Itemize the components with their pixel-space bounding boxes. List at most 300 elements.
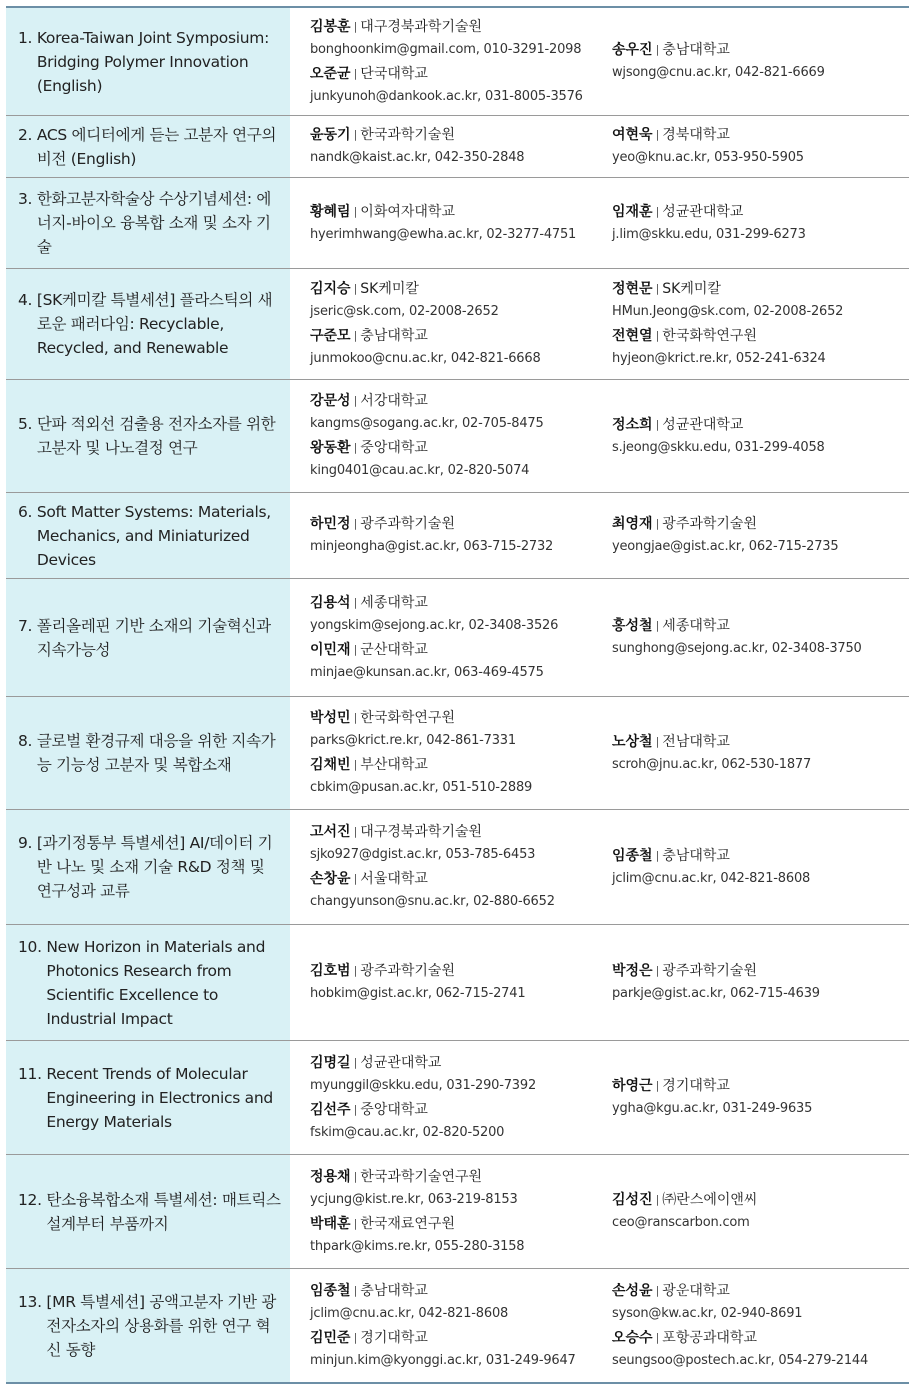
session-number: 9. — [18, 834, 37, 852]
session-row — [6, 1155, 909, 1269]
organizer — [612, 1075, 909, 1120]
organizer — [612, 1327, 909, 1372]
session-title: Recent Trends of Molecular Engineering in Electronics and Energy Materials — [46, 1064, 273, 1131]
session-title-cell — [6, 1155, 290, 1268]
organizer-affiliation: 경기대학교 — [360, 1329, 428, 1346]
organizer — [310, 821, 612, 866]
organizer-affiliation: 성균관대학교 — [662, 203, 744, 220]
organizer — [310, 1166, 612, 1211]
organizer-affiliation: 한국재료연구원 — [360, 1215, 455, 1232]
organizers-cell — [290, 697, 909, 809]
organizer-name-line — [612, 1280, 909, 1303]
organizer-name: 정현문 — [612, 281, 653, 297]
session-row — [6, 380, 909, 493]
organizer-contact: kangms@sogang.ac.kr, 02-705-8475 — [310, 416, 544, 431]
session-number: 3. — [18, 190, 37, 208]
organizer-name-line — [310, 1099, 612, 1122]
organizer — [310, 1327, 612, 1372]
organizer-name-line — [310, 754, 612, 777]
organizer-name: 김민준 — [310, 1329, 351, 1346]
separator: | — [655, 282, 660, 295]
organizer-contact: fskim@cau.ac.kr, 02-820-5200 — [310, 1124, 505, 1140]
organizer-contact: cbkim@pusan.ac.kr, 051-510-2889 — [310, 780, 533, 795]
organizer-name: 정용채 — [310, 1168, 351, 1185]
session-title-cell — [6, 1269, 290, 1382]
organizer-affiliation: 세종대학교 — [662, 618, 730, 634]
organizer-affiliation: 성균관대학교 — [662, 416, 744, 433]
organizer-affiliation: 한국과학기술원 — [360, 127, 455, 143]
organizer-name-line — [612, 513, 909, 536]
organizer-column-right — [612, 697, 909, 809]
organizer-column-right — [612, 579, 909, 696]
organizer-name: 김봉훈 — [310, 18, 351, 35]
session-title-cell — [6, 1041, 290, 1154]
organizer-name: 김성진 — [612, 1192, 653, 1208]
organizer-contact: hyerimhwang@ewha.ac.kr, 02-3277-4751 — [310, 226, 577, 242]
organizer — [310, 278, 612, 323]
separator: | — [353, 204, 358, 218]
organizer-name-line — [310, 1327, 612, 1350]
organizer-affiliation: 경북대학교 — [662, 127, 730, 143]
organizer-name-line — [612, 960, 909, 983]
organizer-affiliation: 단국대학교 — [360, 65, 428, 82]
organizers-cell — [290, 1041, 909, 1154]
organizers-cell — [290, 579, 909, 696]
organizer — [612, 325, 909, 370]
organizer-affiliation: 대구경북과학기술원 — [360, 18, 483, 35]
organizer — [612, 39, 909, 84]
organizer-column-right — [612, 1155, 909, 1268]
organizer-name: 윤동기 — [310, 127, 351, 143]
organizer — [612, 615, 909, 660]
session-number: 13. — [18, 1292, 47, 1311]
organizer — [310, 707, 612, 752]
separator: | — [353, 642, 358, 656]
organizer-affiliation: 한국과학기술연구원 — [360, 1168, 483, 1185]
organizer — [612, 845, 909, 890]
separator: | — [353, 758, 358, 771]
organizer-name: 송우진 — [612, 42, 653, 58]
organizer-name-line — [612, 39, 909, 62]
separator: | — [353, 1330, 358, 1344]
separator: | — [353, 825, 358, 838]
separator: | — [655, 619, 660, 632]
session-title-cell — [6, 380, 290, 492]
organizer — [310, 1213, 612, 1258]
session-number: 2. — [18, 125, 37, 144]
organizer-name-line — [310, 201, 612, 224]
session-title: 폴리올레핀 기반 소재의 기술혁신과 지속가능성 — [36, 616, 271, 659]
organizer — [310, 390, 612, 435]
organizer-name: 정소희 — [612, 416, 653, 433]
session-number: 4. — [18, 291, 37, 309]
organizer-name-line — [310, 325, 612, 348]
organizer-name: 임종철 — [612, 847, 653, 864]
session-row — [6, 1269, 909, 1384]
session-title-cell — [6, 493, 290, 578]
separator: | — [353, 19, 358, 33]
organizer-contact: yongskim@sejong.ac.kr, 02-3408-3526 — [310, 617, 559, 633]
organizers-cell — [290, 810, 909, 924]
organizer-affiliation: 서강대학교 — [360, 393, 428, 409]
organizer-contact: seungsoo@postech.ac.kr, 054-279-2144 — [612, 1352, 869, 1368]
organizer-name: 박성민 — [310, 710, 351, 726]
session-title: Korea-Taiwan Joint Symposium: Bridging Polymer Innovation (English) — [36, 28, 270, 95]
organizer — [310, 325, 612, 370]
organizer-name-line — [310, 1052, 612, 1075]
organizer-column-right — [612, 1041, 909, 1154]
organizer-contact: jclim@cnu.ac.kr, 042-821-8608 — [612, 870, 811, 886]
organizer-contact: j.lim@skku.edu, 031-299-6273 — [612, 226, 806, 242]
organizer-column-right — [612, 925, 909, 1040]
organizer — [310, 592, 612, 637]
organizer-name: 구준모 — [310, 328, 351, 344]
organizer-name: 이민재 — [310, 641, 351, 658]
organizer-name: 최영재 — [612, 516, 653, 532]
session-title-cell — [6, 810, 290, 924]
organizer — [310, 201, 612, 246]
session-number: 6. — [18, 502, 37, 521]
organizer — [612, 278, 909, 323]
organizer-name-line — [310, 16, 612, 39]
organizers-cell — [290, 269, 909, 379]
organizer-contact: parks@krict.re.kr, 042-861-7331 — [310, 733, 516, 748]
organizer-name: 여현욱 — [612, 127, 653, 143]
organizer-contact: nandk@kaist.ac.kr, 042-350-2848 — [310, 150, 525, 165]
session-title: Soft Matter Systems: Materials, Mechanics, and Miniaturized Devices — [36, 502, 271, 569]
organizer-name-line — [310, 592, 612, 615]
organizer-name-line — [612, 278, 909, 301]
organizer-column-right — [612, 8, 909, 115]
organizer-contact: wjsong@cnu.ac.kr, 042-821-6669 — [612, 65, 825, 80]
organizer-name: 왕동환 — [310, 440, 351, 456]
organizer-contact: hyjeon@krict.re.kr, 052-241-6324 — [612, 351, 826, 366]
session-number: 1. — [18, 28, 37, 47]
session-title: [SK케미칼 특별세션] 플라스틱의 새로운 패러다임: Recyclable, Recycled, and Renewable — [36, 291, 273, 357]
session-row — [6, 925, 909, 1041]
organizer-affiliation: 광운대학교 — [662, 1282, 730, 1299]
organizer-affiliation: 중앙대학교 — [360, 1101, 428, 1118]
organizer-name-line — [310, 960, 612, 983]
organizer-name: 오준균 — [310, 65, 351, 82]
organizer-name: 손성윤 — [612, 1282, 653, 1299]
organizer — [612, 513, 909, 558]
organizer-affiliation: 전남대학교 — [662, 733, 730, 750]
organizer-affiliation: 광주과학기술원 — [662, 963, 757, 979]
organizer-contact: minjeongha@gist.ac.kr, 063-715-2732 — [310, 539, 554, 554]
organizer-contact: minjun.kim@kyonggi.ac.kr, 031-249-9647 — [310, 1352, 576, 1368]
organizer-column-left — [310, 925, 612, 1040]
organizer-column-left — [310, 493, 612, 578]
organizer-name-line — [612, 1075, 909, 1098]
separator: | — [353, 872, 358, 885]
organizer-contact: junmokoo@cnu.ac.kr, 042-821-6668 — [310, 351, 541, 366]
organizer-column-right — [612, 178, 909, 268]
organizer — [310, 1280, 612, 1325]
separator: | — [353, 1102, 358, 1116]
session-row — [6, 269, 909, 380]
organizer-contact: myunggil@skku.edu, 031-290-7392 — [310, 1077, 537, 1093]
organizer-contact: changyunson@snu.ac.kr, 02-880-6652 — [310, 894, 555, 909]
organizer-name-line — [612, 1327, 909, 1350]
organizer-affiliation: 세종대학교 — [360, 594, 428, 611]
organizer-affiliation: SK케미칼 — [360, 281, 419, 297]
session-row — [6, 493, 909, 579]
organizer-name: 임재훈 — [612, 203, 653, 220]
organizer-name: 박정은 — [612, 963, 653, 979]
separator: | — [655, 848, 660, 862]
organizer — [310, 1099, 612, 1144]
separator: | — [353, 282, 358, 295]
session-title-cell — [6, 579, 290, 696]
separator: | — [353, 595, 358, 609]
organizer-contact: sjko927@dgist.ac.kr, 053-785-6453 — [310, 847, 536, 862]
organizer-column-left — [310, 810, 612, 924]
organizer-column-left — [310, 697, 612, 809]
session-number: 7. — [18, 616, 37, 635]
organizer-column-left — [310, 269, 612, 379]
organizer-column-left — [310, 1269, 612, 1382]
organizer — [612, 960, 909, 1005]
organizer-name: 박태훈 — [310, 1215, 351, 1232]
separator: | — [353, 1169, 358, 1183]
organizer-name: 하영근 — [612, 1078, 653, 1094]
organizer-name: 하민정 — [310, 516, 351, 532]
organizers-cell — [290, 1155, 909, 1268]
organizer-name: 강문성 — [310, 393, 351, 409]
separator: | — [353, 128, 358, 141]
organizer-name: 손창윤 — [310, 871, 351, 887]
organizer-affiliation: 광주과학기술원 — [662, 516, 757, 532]
organizer-name-line — [612, 325, 909, 348]
organizer-name-line — [612, 615, 909, 638]
organizer-contact: scroh@jnu.ac.kr, 062-530-1877 — [612, 756, 812, 772]
organizer-name-line — [310, 390, 612, 413]
organizer-name-line — [612, 414, 909, 437]
separator: | — [655, 204, 660, 218]
organizer-name-line — [612, 845, 909, 868]
organizer-contact: s.jeong@skku.edu, 031-299-4058 — [612, 439, 825, 455]
organizer-affiliation: 중앙대학교 — [360, 440, 428, 456]
organizer-contact: king0401@cau.ac.kr, 02-820-5074 — [310, 463, 530, 478]
organizer-column-right — [612, 810, 909, 924]
organizer-column-left — [310, 579, 612, 696]
organizer-name: 전현열 — [612, 328, 653, 344]
organizer-column-right — [612, 269, 909, 379]
session-title: [과기정통부 특별세션] AI/데이터 기반 나노 및 소재 기술 R&D 정책 및 연구성과 교류 — [36, 834, 273, 900]
separator: | — [655, 128, 660, 141]
organizer-contact: sunghong@sejong.ac.kr, 02-3408-3750 — [612, 641, 862, 656]
organizer-contact: syson@kw.ac.kr, 02-940-8691 — [612, 1305, 803, 1321]
separator: | — [353, 1283, 358, 1297]
organizer-name-line — [310, 707, 612, 730]
organizer-name-line — [310, 1280, 612, 1303]
organizer-name-line — [310, 1166, 612, 1189]
organizer — [310, 437, 612, 482]
session-title: 한화고분자학술상 수상기념세션: 에너지-바이오 융복합 소재 및 소자 기술 — [36, 190, 272, 256]
organizer — [310, 513, 612, 558]
session-number: 11. — [18, 1064, 47, 1083]
organizer-name-line — [612, 1189, 909, 1212]
organizer-name-line — [310, 513, 612, 536]
session-number: 8. — [18, 732, 37, 750]
separator: | — [353, 1216, 358, 1230]
organizer-contact: thpark@kims.re.kr, 055-280-3158 — [310, 1238, 525, 1254]
session-title-cell — [6, 8, 290, 115]
organizers-cell — [290, 493, 909, 578]
organizers-cell — [290, 1269, 909, 1382]
organizer-affiliation: 충남대학교 — [662, 42, 730, 58]
session-title-cell — [6, 269, 290, 379]
organizer-name: 홍성철 — [612, 618, 653, 634]
organizer-affiliation: 서울대학교 — [360, 871, 428, 887]
separator: | — [353, 711, 358, 724]
organizer-affiliation: ㈜란스에이앤씨 — [662, 1192, 758, 1208]
organizer — [612, 414, 909, 459]
organizer — [612, 201, 909, 246]
organizer-affiliation: 경기대학교 — [662, 1078, 730, 1094]
organizer-affiliation: 광주과학기술원 — [360, 963, 455, 979]
organizer-name: 김명길 — [310, 1054, 351, 1071]
session-title: 탄소융복합소재 특별세션: 매트릭스 설계부터 부품까지 — [46, 1190, 281, 1233]
separator: | — [353, 964, 358, 977]
separator: | — [353, 1055, 358, 1069]
organizer-name-line — [612, 124, 909, 147]
organizer-contact: ygha@kgu.ac.kr, 031-249-9635 — [612, 1101, 813, 1116]
organizers-cell — [290, 8, 909, 115]
organizer-affiliation: 충남대학교 — [360, 328, 428, 344]
organizer-affiliation: 성균관대학교 — [360, 1054, 442, 1071]
separator: | — [353, 394, 358, 407]
organizer-affiliation: 군산대학교 — [360, 641, 428, 658]
organizer-contact: jseric@sk.com, 02-2008-2652 — [310, 304, 499, 319]
organizer-column-left — [310, 1155, 612, 1268]
separator: | — [655, 1193, 660, 1206]
organizer — [310, 63, 612, 108]
organizer — [310, 1052, 612, 1097]
organizers-cell — [290, 116, 909, 177]
organizer-affiliation: 광주과학기술원 — [360, 516, 455, 532]
separator: | — [655, 329, 660, 342]
organizer-name: 노상철 — [612, 733, 653, 750]
organizer — [310, 960, 612, 1005]
organizer-contact: yeo@knu.ac.kr, 053-950-5905 — [612, 150, 804, 165]
organizer-name-line — [310, 278, 612, 301]
organizers-cell — [290, 925, 909, 1040]
organizer-name: 고서진 — [310, 824, 351, 840]
organizer-contact: bonghoonkim@gmail.com, 010-3291-2098 — [310, 41, 582, 57]
organizer-affiliation: SK케미칼 — [662, 281, 721, 297]
separator: | — [353, 441, 358, 454]
organizer-affiliation: 포항공과대학교 — [662, 1329, 757, 1346]
organizer-affiliation: 한국화학연구원 — [360, 710, 455, 726]
organizer-contact: ceo@ranscarbon.com — [612, 1215, 750, 1230]
organizer — [310, 16, 612, 61]
organizer — [310, 868, 612, 913]
organizer-column-right — [612, 116, 909, 177]
separator: | — [353, 517, 358, 530]
organizers-cell — [290, 178, 909, 268]
organizer — [310, 639, 612, 684]
separator: | — [655, 517, 660, 530]
organizer-name: 김용석 — [310, 594, 351, 611]
session-title: [MR 특별세션] 공액고분자 기반 광전자소자의 상용화를 위한 연구 혁신 동향 — [46, 1292, 277, 1359]
organizer-name: 임종철 — [310, 1282, 351, 1299]
organizer-column-left — [310, 380, 612, 492]
organizer — [310, 124, 612, 169]
organizer-name-line — [310, 639, 612, 662]
separator: | — [655, 1283, 660, 1297]
organizer-column-right — [612, 493, 909, 578]
organizer-contact: parkje@gist.ac.kr, 062-715-4639 — [612, 986, 820, 1001]
session-title: 단파 적외선 검출용 전자소자를 위한 고분자 및 나노결정 연구 — [36, 415, 276, 457]
organizer-contact: HMun.Jeong@sk.com, 02-2008-2652 — [612, 304, 844, 319]
session-row — [6, 6, 909, 116]
organizer-name: 김지승 — [310, 281, 351, 297]
organizer — [310, 754, 612, 799]
organizer-name-line — [310, 124, 612, 147]
organizer-name-line — [310, 868, 612, 891]
organizer-contact: jclim@cnu.ac.kr, 042-821-8608 — [310, 1305, 509, 1321]
session-title-cell — [6, 697, 290, 809]
session-organizer-table — [6, 6, 909, 1384]
session-row — [6, 810, 909, 925]
organizers-cell — [290, 380, 909, 492]
organizer-name: 황혜림 — [310, 203, 351, 220]
organizer-column-right — [612, 1269, 909, 1382]
organizer-name-line — [612, 201, 909, 224]
session-number: 5. — [18, 415, 37, 433]
organizer-column-left — [310, 8, 612, 115]
organizer-affiliation: 한국화학연구원 — [662, 328, 757, 344]
organizer-name-line — [612, 731, 909, 754]
organizer-contact: minjae@kunsan.ac.kr, 063-469-4575 — [310, 664, 544, 680]
organizer-contact: yeongjae@gist.ac.kr, 062-715-2735 — [612, 539, 839, 554]
organizer-contact: junkyunoh@dankook.ac.kr, 031-8005-3576 — [310, 88, 583, 104]
organizer-affiliation: 이화여자대학교 — [360, 203, 455, 220]
separator: | — [655, 1330, 660, 1344]
session-row — [6, 178, 909, 269]
organizer-name: 김채빈 — [310, 757, 351, 773]
separator: | — [655, 1079, 660, 1092]
organizer-column-left — [310, 178, 612, 268]
organizer-affiliation: 대구경북과학기술원 — [360, 824, 483, 840]
organizer-name-line — [310, 821, 612, 844]
organizer-affiliation: 충남대학교 — [360, 1282, 428, 1299]
separator: | — [655, 964, 660, 977]
session-row — [6, 116, 909, 178]
organizer-contact: ycjung@kist.re.kr, 063-219-8153 — [310, 1191, 518, 1207]
session-row — [6, 579, 909, 697]
separator: | — [655, 417, 660, 431]
session-title: New Horizon in Materials and Photonics Research from Scientific Excellence to Industrial Impact — [46, 937, 266, 1028]
session-row — [6, 697, 909, 810]
session-title: 글로벌 환경규제 대응을 위한 지속가능 기능성 고분자 및 복합소재 — [36, 732, 276, 774]
organizer-column-left — [310, 116, 612, 177]
session-number: 12. — [18, 1190, 47, 1209]
session-number: 10. — [18, 937, 47, 956]
session-title-cell — [6, 116, 290, 177]
organizer-column-left — [310, 1041, 612, 1154]
organizer-affiliation: 충남대학교 — [662, 847, 730, 864]
session-title-cell — [6, 178, 290, 268]
organizer-name-line — [310, 63, 612, 86]
organizer — [612, 731, 909, 776]
organizer-name: 김호범 — [310, 963, 351, 979]
organizer-name: 김선주 — [310, 1101, 351, 1118]
session-title-cell — [6, 925, 290, 1040]
organizer-name-line — [310, 1213, 612, 1236]
